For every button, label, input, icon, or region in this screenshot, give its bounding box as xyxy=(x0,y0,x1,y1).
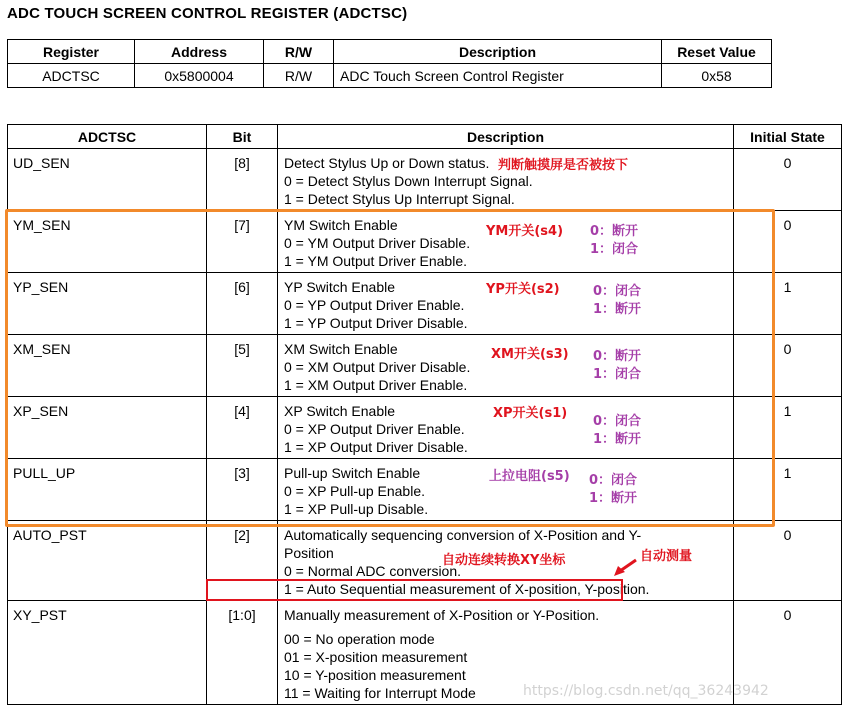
annotation-auto-xy: 自动连续转换XY坐标 xyxy=(442,553,566,568)
field-bit: [2] xyxy=(207,521,278,601)
desc-line: 00 = No operation mode xyxy=(284,631,435,647)
field-initial-state: 0 xyxy=(734,601,842,705)
field-name: XM_SEN xyxy=(8,335,207,397)
bits-table-header xyxy=(8,125,842,149)
field-initial-state: 0 xyxy=(734,211,842,273)
annotation-ym-switch: YM开关(s4) xyxy=(486,224,564,239)
table-row xyxy=(8,335,842,397)
desc-line: Pull-up Switch Enable xyxy=(284,465,421,481)
field-name: YM_SEN xyxy=(8,211,207,273)
annotation-pull-up-states: 0：闭合 1：断开 xyxy=(589,473,638,506)
desc-line: YP Switch Enable xyxy=(284,279,396,295)
annotation-xp-states: 0：闭合 1：断开 xyxy=(593,414,642,447)
desc-line: 01 = X-position measurement xyxy=(284,649,468,665)
field-initial-state: 0 xyxy=(734,521,842,601)
field-name: XP_SEN xyxy=(8,397,207,459)
desc-line: Detect Stylus Up or Down status. xyxy=(284,155,490,171)
field-initial-state: 1 xyxy=(734,273,842,335)
field-name: AUTO_PST xyxy=(8,521,207,601)
table-row xyxy=(8,64,772,88)
annotation-arrow-icon xyxy=(612,558,638,578)
field-initial-state: 0 xyxy=(734,149,842,211)
annotation-pull-up: 上拉电阻(s5) xyxy=(489,469,570,484)
register-table-header xyxy=(8,40,772,64)
field-bit: [5] xyxy=(207,335,278,397)
desc-line: 1 = XP Output Driver Disable. xyxy=(284,439,468,455)
annotation-ym-states: 0：断开 1：闭合 xyxy=(590,224,639,257)
table-row xyxy=(8,149,842,211)
field-name: XY_PST xyxy=(8,601,207,705)
desc-line: 0 = YP Output Driver Enable. xyxy=(284,297,465,313)
field-bit: [3] xyxy=(207,459,278,521)
field-bit: [1:0] xyxy=(207,601,278,705)
page-title: ADC TOUCH SCREEN CONTROL REGISTER (ADCTSC) xyxy=(7,5,408,22)
desc-line: 0 = XP Pull-up Enable. xyxy=(284,483,426,499)
table-row xyxy=(8,459,842,521)
desc-line: 0 = XM Output Driver Disable. xyxy=(284,359,471,375)
header-address: Address xyxy=(135,40,264,64)
header-adctsc: ADCTSC xyxy=(8,125,207,149)
desc-line: Position xyxy=(284,545,334,561)
desc-line: 11 = Waiting for Interrupt Mode xyxy=(284,685,476,701)
field-name: PULL_UP xyxy=(8,459,207,521)
register-name: ADCTSC xyxy=(8,64,135,88)
table-row xyxy=(8,397,842,459)
header-rw: R/W xyxy=(264,40,334,64)
desc-line: 1 = YM Output Driver Enable. xyxy=(284,253,467,269)
field-initial-state: 0 xyxy=(734,335,842,397)
annotation-xm-states: 0：断开 1：闭合 xyxy=(593,349,642,382)
header-description: Description xyxy=(334,40,662,64)
field-bit: [6] xyxy=(207,273,278,335)
header-register: Register xyxy=(8,40,135,64)
field-bit: [7] xyxy=(207,211,278,273)
desc-line: 1 = XM Output Driver Enable. xyxy=(284,377,468,393)
header-description: Description xyxy=(278,125,734,149)
field-name: UD_SEN xyxy=(8,149,207,211)
watermark: https://blog.csdn.net/qq_36243942 xyxy=(523,683,769,699)
table-row xyxy=(8,273,842,335)
desc-line: 10 = Y-position measurement xyxy=(284,667,466,683)
header-initial-state: Initial State xyxy=(734,125,842,149)
header-reset-value: Reset Value xyxy=(662,40,772,64)
annotation-ud-sen: 判断触摸屏是否被按下 xyxy=(498,158,629,173)
desc-line: 1 = Auto Sequential measurement of X-position, Y-position. xyxy=(284,581,650,597)
bit-field-table xyxy=(7,124,842,705)
annotation-auto-measure: 自动测量 xyxy=(640,549,693,564)
desc-line: XP Switch Enable xyxy=(284,403,396,419)
register-address: 0x5800004 xyxy=(135,64,264,88)
field-initial-state: 1 xyxy=(734,397,842,459)
desc-line: 1 = Detect Stylus Up Interrupt Signal. xyxy=(284,191,515,207)
desc-line: 0 = XP Output Driver Enable. xyxy=(284,421,465,437)
annotation-yp-states: 0：闭合 1：断开 xyxy=(593,284,642,317)
table-row xyxy=(8,521,842,601)
desc-line: Automatically sequencing conversion of X-Position and Y- xyxy=(284,527,642,543)
desc-line: Manually measurement of X-Position or Y-Position. xyxy=(284,607,600,623)
desc-line: 0 = Normal ADC conversion. xyxy=(284,563,462,579)
desc-line: 1 = XP Pull-up Disable. xyxy=(284,501,429,517)
desc-line: 0 = Detect Stylus Down Interrupt Signal. xyxy=(284,173,533,189)
register-reset-value: 0x58 xyxy=(662,64,772,88)
desc-line: 0 = YM Output Driver Disable. xyxy=(284,235,471,251)
annotation-yp-switch: YP开关(s2) xyxy=(486,282,560,297)
desc-line: XM Switch Enable xyxy=(284,341,398,357)
register-summary-table xyxy=(7,39,772,88)
field-name: YP_SEN xyxy=(8,273,207,335)
table-row xyxy=(8,211,842,273)
register-description: ADC Touch Screen Control Register xyxy=(334,64,662,88)
field-initial-state: 1 xyxy=(734,459,842,521)
annotation-xm-switch: XM开关(s3) xyxy=(491,347,569,362)
field-bit: [8] xyxy=(207,149,278,211)
annotation-xp-switch: XP开关(s1) xyxy=(493,406,568,421)
desc-line: 1 = YP Output Driver Disable. xyxy=(284,315,468,331)
header-bit: Bit xyxy=(207,125,278,149)
desc-line: YM Switch Enable xyxy=(284,217,398,233)
register-rw: R/W xyxy=(264,64,334,88)
field-bit: [4] xyxy=(207,397,278,459)
